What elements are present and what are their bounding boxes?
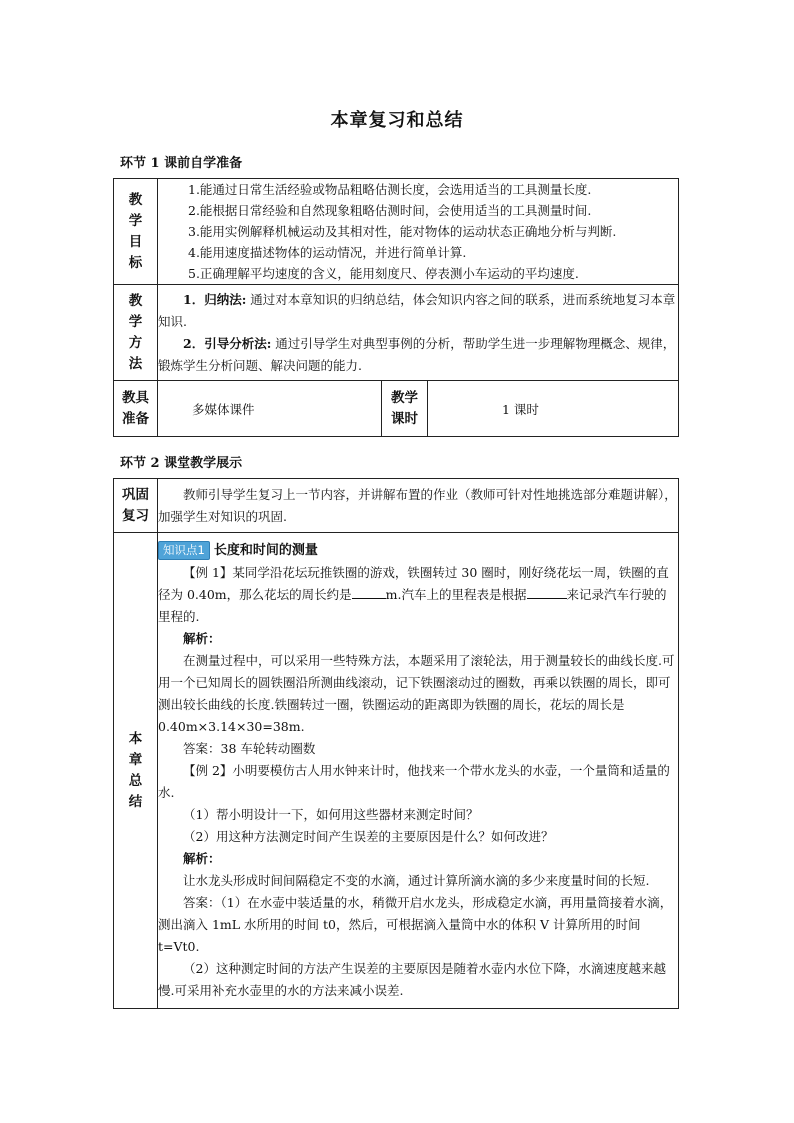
analysis-label: 解析： (183, 631, 221, 646)
knowledge-title: 长度和时间的测量 (213, 543, 318, 558)
review-row (114, 479, 679, 533)
analysis-2: 让水龙头形成时间间隔稳定不变的水滴，通过计算所滴水滴的多少来度量时间的长短. (183, 873, 650, 888)
answer-1: 答案：38 车轮转动圈数 (183, 741, 316, 756)
summary-content (158, 533, 679, 1009)
objective-item: 5.正确理解平均速度的含义，能用刻度尺、停表测小车运动的平均速度. (188, 266, 579, 281)
period-label: 教学 课时 (382, 381, 428, 437)
tools-value: 多媒体课件 (158, 381, 382, 437)
review-label: 巩固 复习 (114, 479, 158, 533)
answer-blank (352, 586, 386, 599)
tools-row (114, 381, 679, 437)
summary-label: 本 章 总 结 (114, 533, 158, 1009)
period-value: 1 课时 (428, 381, 679, 437)
objectives-content (158, 179, 679, 285)
knowledge-heading (158, 539, 678, 562)
objective-item: 4.能用速度描述物体的运动情况，并进行简单计算. (188, 245, 467, 260)
summary-row (114, 533, 679, 1009)
answer-2-part-1: 答案：（1）在水壶中装适量的水，稍微开启水龙头，形成稳定水滴，再用量筒接着水滴，测出滴入 1mL 水所用的时间 t0，然后，可根据滴入量筒中水的体积 V 计算所用的时间 t=Vt0. (158, 895, 673, 954)
method-2: 2．引导分析法: 通过引导学生对典型事例的分析，帮助学生进一步理解物理概念、规律，锻炼学生分析问题、解决问题的能力. (158, 335, 676, 373)
example-2: 【例 2】小明要模仿古人用水钟来计时，他找来一个带水龙头的水壶，一个量筒和适量的水. (158, 763, 670, 800)
review-content: 教师引导学生复习上一节内容，并讲解布置的作业（教师可针对性地挑选部分难题讲解），加强学生对知识的巩固. (158, 479, 679, 533)
objectives-row (114, 179, 679, 285)
analysis-label: 解析： (183, 851, 221, 866)
objective-item: 1.能通过日常生活经验或物品粗略估测长度，会选用适当的工具测量长度. (188, 182, 592, 197)
example-2-question-2: （2）用这种方法测定时间产生误差的主要原因是什么？如何改进？ (183, 829, 554, 844)
methods-label: 教 学 方 法 (114, 285, 158, 381)
section-heading-1: 环节 1 课前自学准备 (120, 156, 243, 171)
methods-row (114, 285, 679, 381)
example-2-question-1: （1）帮小明设计一下，如何用这些器材来测定时间？ (183, 807, 479, 822)
objective-item: 2.能根据日常经验和自然现象粗略估测时间，会使用适当的工具测量时间. (188, 203, 592, 218)
methods-content (158, 285, 679, 381)
objective-item: 3.能用实例解释机械运动及其相对性，能对物体的运动状态正确地分析与判断. (188, 224, 617, 239)
section-heading-2: 环节 2 课堂教学展示 (120, 456, 243, 471)
answer-2-part-2: （2）这种测定时间的方法产生误差的主要原因是随着水壶内水位下降，水滴速度越来越慢.可采用补充水壶里的水的方法来减小误差. (158, 961, 666, 998)
knowledge-tag: 知识点1 (158, 541, 210, 560)
class-table (113, 478, 679, 1009)
method-1: 1．归纳法: 通过对本章知识的归纳总结，体会知识内容之间的联系，进而系统地复习本章知识. (158, 291, 676, 329)
objectives-label: 教 学 目 标 (114, 179, 158, 285)
answer-blank (527, 586, 567, 599)
page-title: 本章复习和总结 (330, 110, 464, 131)
tools-label: 教具 准备 (114, 381, 158, 437)
prep-table (113, 178, 679, 437)
analysis-1: 在测量过程中，可以采用一些特殊方法，本题采用了滚轮法，用于测量较长的曲线长度.可用一个已知周长的圆铁圈沿所测曲线滚动，记下铁圈滚动过的圈数，再乘以铁圈的周长，即可测出较长曲线的长度.铁圈转过一圈，铁圈运动的距离即为铁圈的周长，花坛的周长是 0.40m×3.14×30=38m. (158, 653, 675, 734)
example-1: 【例 1】某同学沿花坛玩推铁圈的游戏，铁圈转过 30 圈时，刚好绕花坛一周，铁圈的直径为 0.40m，那么花坛的周长约是 m.汽车上的里程表是根据 来记录汽车行驶的里程的. (158, 565, 669, 624)
